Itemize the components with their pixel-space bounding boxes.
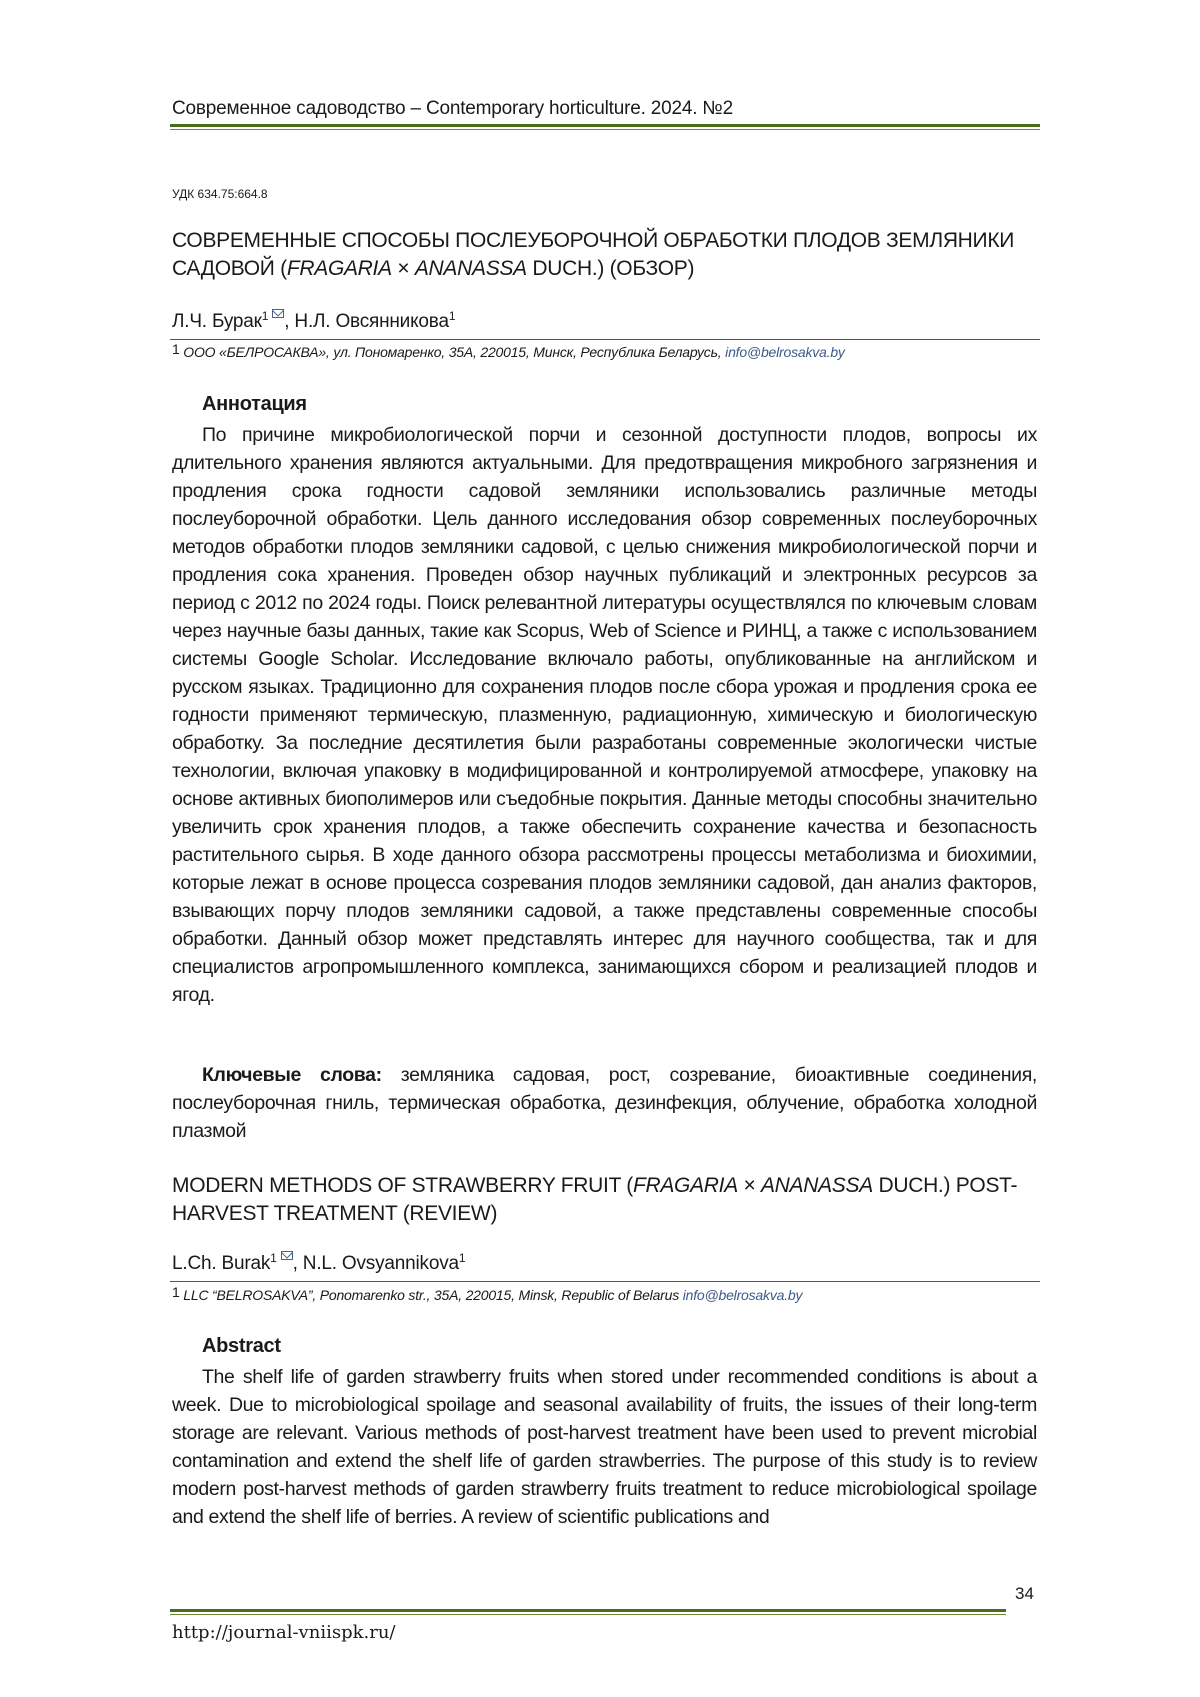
title-ru-italic2: ANANASSA: [414, 257, 527, 280]
keywords-label: Ключевые слова:: [202, 1064, 382, 1086]
author1-en-sup: 1: [270, 1251, 277, 1265]
author-separator-en: ,: [292, 1253, 303, 1274]
mail-icon[interactable]: [272, 309, 284, 318]
title-en-italic2: ANANASSA: [760, 1174, 873, 1197]
title-ru-part1: СОВРЕМЕННЫЕ СПОСОБЫ ПОСЛЕУБОРОЧНОЙ ОБРАБОТКИ ПЛОДОВ ЗЕМЛЯНИКИ САДОВОЙ (: [172, 229, 1015, 280]
footer-rule-thick: [170, 1609, 1006, 1612]
authors-en: [172, 1253, 465, 1275]
title-en-part3: DUCH.) POST-HARVEST TREATMENT (REVIEW): [172, 1174, 1018, 1225]
header-rule-thin: [170, 129, 1040, 130]
title-en-part2: ×: [737, 1174, 761, 1197]
keywords-ru: [172, 1061, 1037, 1145]
authors-ru: [172, 311, 455, 333]
running-header: Современное садоводство – Contemporary horticulture. 2024. №2: [172, 98, 733, 119]
affil-ru-email-link[interactable]: info@belrosakva.by: [725, 344, 845, 360]
author1-ru-sup: 1: [261, 309, 269, 323]
affiliation-en: [172, 1284, 803, 1303]
affiliation-rule-en: [170, 1281, 1040, 1282]
author1-en: L.Ch. Burak: [172, 1253, 271, 1274]
affiliation-ru: [172, 341, 845, 360]
author2-en-sup: 1: [458, 1251, 466, 1265]
affil-ru-text: ООО «БЕЛРОСАКВА», ул. Пономаренко, 35А, 220015, Минск, Республика Беларусь,: [179, 344, 726, 360]
keywords-text: земляника садовая, рост, созревание, биоактивные соединения, послеуборочная гниль, термическая обработка, дезинфекция, облучение, обработка холодной плазмой: [172, 1064, 1037, 1142]
title-ru-part2: ×: [391, 257, 415, 280]
abstract-text-ru: По причине микробиологической порчи и сезонной доступности плодов, вопросы их длительного хранения являются актуальными. Для предотвращения микробного загрязнения и продления срока годности садовой земляники использовались различные методы послеуборочной обработки. Цель данного исследования обзор современных послеуборочных методов обработки плодов земляники садовой, с целью снижения микробиологической порчи и продления сока хранения. Проведен обзор научных публикаций и электронных ресурсов за период с 2012 по 2024 годы. Поиск релевантной литературы осуществлялся по ключевым словам через научные базы данных, такие как Scopus, Web of Science и РИНЦ, а также с использованием системы Google Scholar. Исследование включало работы, опубликованные на английском и русском языках. Традиционно для сохранения плодов после сбора урожая и продления срока ее годности применяют термическую, плазменную, радиационную, химическую и биологическую обработку. За последние десятилетия были разработаны современные экологически чистые технологии, включая упаковку в модифицированной и контролируемой атмосфере, упаковку на основе активных биополимеров или съедобные покрытия. Данные методы способны значительно увеличить срок хранения плодов, а также обеспечить сохранение качества и безопасность растительного сырья. В ходе данного обзора рассмотрены процессы метаболизма и биохимии, которые лежат в основе процесса созревания плодов земляники садовой, дан анализ факторов, взывающих порчу плодов земляники садовой, а также представлены современные способы обработки. Данный обзор может представлять интерес для научного сообщества, так и для специалистов агропромышленного комплекса, занимающихся сбором и реализацией плодов и ягод.: [172, 424, 1037, 1006]
affil-en-text: LLC “BELROSAKVA”, Ponomarenko str., 35A, 220015, Minsk, Republic of Belarus: [179, 1287, 683, 1303]
author2-ru-sup: 1: [448, 309, 456, 323]
udk-code: УДК 634.75:664.8: [172, 187, 268, 201]
affil-ru-num: 1: [172, 341, 180, 357]
affiliation-rule-ru: [170, 339, 1040, 340]
author-separator-ru: ,: [284, 311, 295, 332]
affil-en-num: 1: [172, 1284, 180, 1300]
footer-url-link[interactable]: http://journal-vniispk.ru/: [172, 1622, 396, 1643]
abstract-heading-en: Abstract: [202, 1335, 281, 1357]
article-title-en: [172, 1172, 1042, 1228]
title-ru-italic1: FRAGARIA: [286, 257, 392, 280]
abstract-heading-ru: Аннотация: [202, 393, 307, 415]
header-rule-thick: [170, 124, 1040, 127]
affil-en-email-link[interactable]: info@belrosakva.by: [682, 1287, 803, 1303]
page-number: 34: [1015, 1584, 1034, 1603]
footer-rule-thin: [170, 1614, 1006, 1615]
author2-en: N.L. Ovsyannikova: [302, 1253, 459, 1274]
title-en-part1: MODERN METHODS OF STRAWBERRY FRUIT (: [172, 1174, 633, 1197]
abstract-text-en: The shelf life of garden strawberry fruits when stored under recommended conditions is about a week. Due to microbiological spoilage and seasonal availability of fruits, the issues of their long-term storage are relevant. Various methods of post-harvest treatment have been used to prevent microbial contamination and extend the shelf life of garden strawberries. The purpose of this study is to review modern post-harvest methods of garden strawberry fruits treatment to reduce microbiological spoilage and extend the shelf life of berries. A review of scientific publications and: [172, 1366, 1037, 1528]
mail-icon[interactable]: [281, 1251, 293, 1260]
author1-ru: Л.Ч. Бурак: [172, 311, 262, 332]
title-ru-part3: DUCH.) (ОБЗОР): [526, 257, 695, 280]
article-title-ru: [172, 227, 1042, 283]
title-en-italic1: FRAGARIA: [632, 1174, 738, 1197]
author2-ru: Н.Л. Овсянникова: [294, 311, 449, 332]
